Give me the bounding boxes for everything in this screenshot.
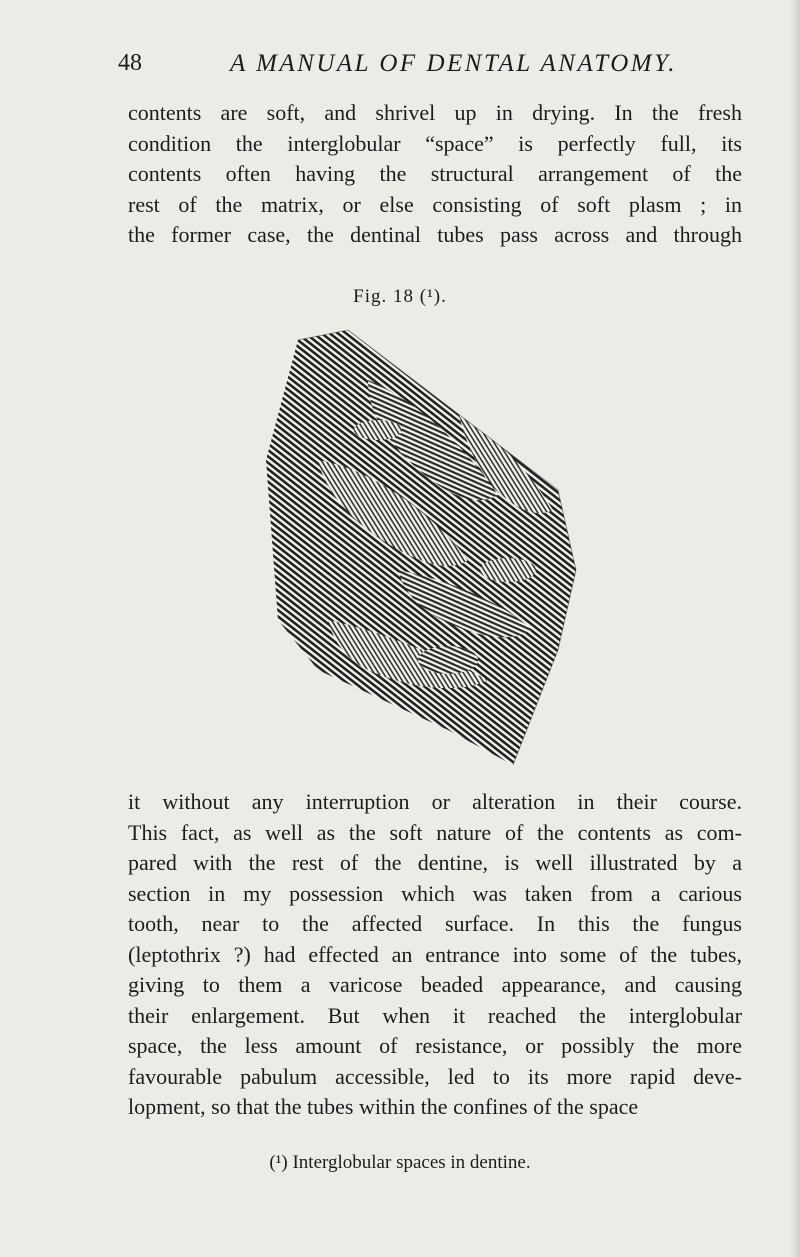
paragraph-top [128,98,742,251]
text-line: This fact, as well as the soft nature of the contents as com- [128,819,742,845]
paragraph-bottom [128,787,742,1123]
text-line: lopment, so that the tubes within the confines of the space [128,1094,639,1119]
text-line: contents often having the structural arrangement of the [128,161,742,186]
text-line: their enlargement. But when it reached the interglobular [128,1002,742,1028]
footnote: (¹) Interglobular spaces in dentine. [269,1152,531,1173]
text-line: favourable pabulum accessible, led to its more rapid deve- [128,1063,742,1089]
page-edge-shadow [790,0,800,1257]
running-title: A MANUAL OF DENTAL ANATOMY. [230,50,677,77]
text-line: tooth, near to the affected surface. In this the fungus [128,911,742,936]
text-line: the former case, the dentinal tubes pass across and through [128,222,742,247]
dentine-section-illustration [258,320,588,770]
running-header [118,50,688,84]
figure-caption: Fig. 18 (¹). [353,286,447,307]
text-line: pared with the rest of the dentine, is well illustrated by a [128,850,742,875]
text-line: (leptothrix ?) had effected an entrance into some of the tubes, [128,941,742,967]
text-line: it without any interruption or alteration in their course. [128,789,742,814]
page-number: 48 [118,50,142,76]
text-line: rest of the matrix, or else consisting of soft plasm ; in [128,191,742,217]
text-line: section in my possession which was taken from a carious [128,880,742,906]
text-line: giving to them a varicose beaded appearance, and causing [128,972,742,997]
text-line: space, the less amount of resistance, or possibly the more [128,1033,742,1058]
text-line: contents are soft, and shrivel up in drying. In the fresh [128,100,742,125]
text-line: condition the interglobular “space” is perfectly full, its [128,130,742,156]
